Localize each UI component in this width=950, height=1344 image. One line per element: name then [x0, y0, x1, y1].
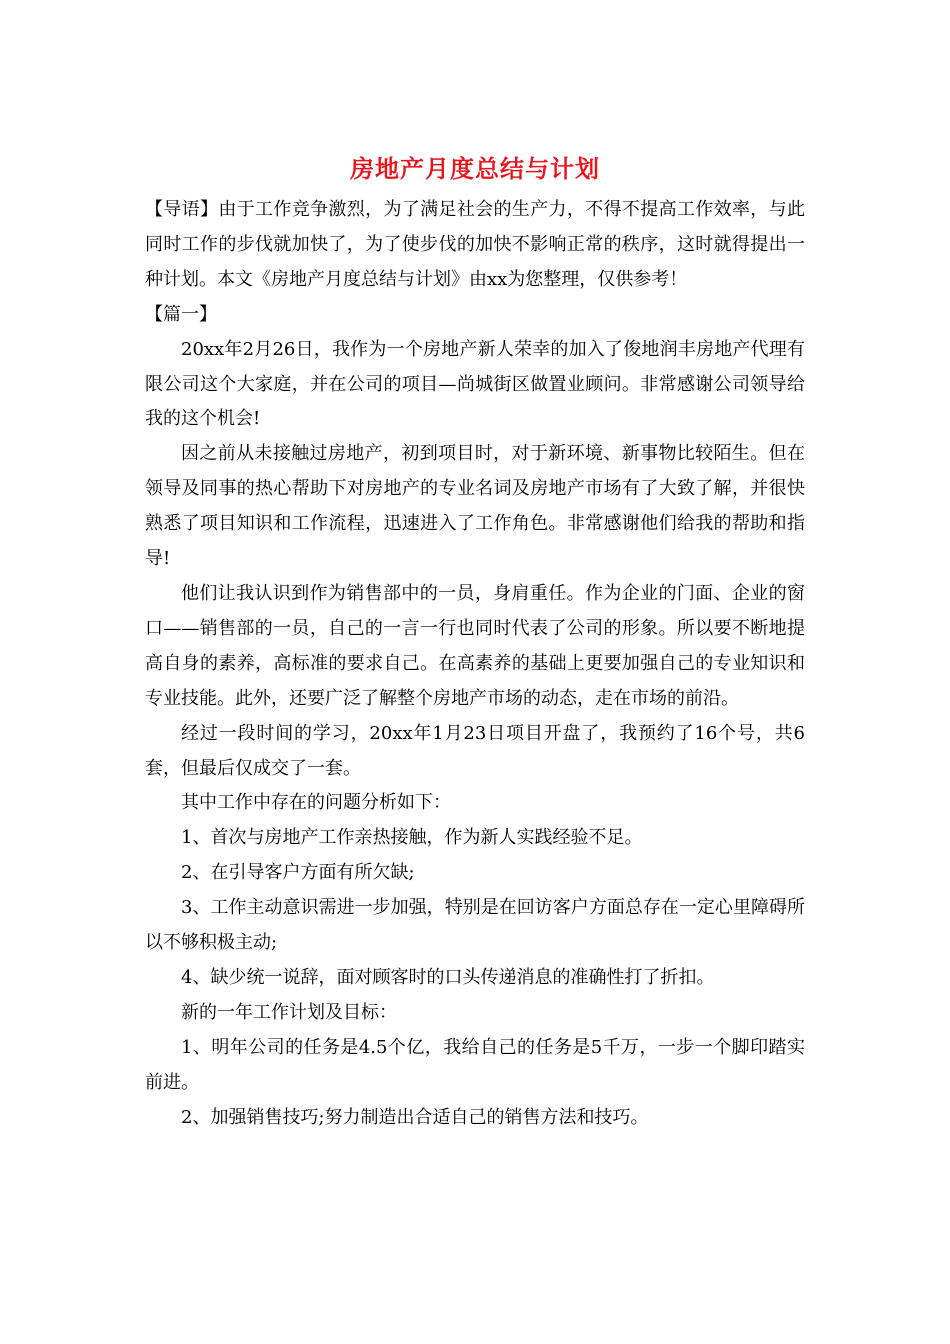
- paragraph: 因之前从未接触过房地产，初到项目时，对于新环境、新事物比较陌生。但在领导及同事的热心帮助下对房地产的专业名词及房地产市场有了大致了解，并很快熟悉了项目知识和工作流程，迅速进入了工作角色。非常感谢他们给我的帮助和指导!: [145, 443, 805, 570]
- paragraph: 3、工作主动意识需进一步加强，特别是在回访客户方面总存在一定心里障碍所以不够积极主动;: [145, 897, 805, 954]
- paragraph: 其中工作中存在的问题分析如下：: [181, 792, 451, 814]
- paragraph: 1、明年公司的任务是4.5个亿，我给自己的任务是5千万，一步一个脚印踏实前进。: [145, 1036, 805, 1093]
- paragraph: 经过一段时间的学习，20xx年1月23日项目开盘了，我预约了16个号，共6套，但最后仅成交了一套。: [145, 722, 805, 779]
- paragraph: 2、在引导客户方面有所欠缺;: [181, 862, 415, 884]
- paragraph: 【导语】由于工作竞争激烈，为了满足社会的生产力，不得不提高工作效率，与此同时工作的步伐就加快了，为了使步伐的加快不影响正常的秩序，这时就得提出一种计划。本文《房地产月度总结与计划》由xx为您整理，仅供参考！: [145, 199, 805, 290]
- paragraph: 新的一年工作计划及目标：: [181, 1001, 397, 1023]
- document-body: [145, 193, 805, 1135]
- paragraph: 4、缺少统一说辞，面对顾客时的口头传递消息的准确性打了折扣。: [181, 966, 715, 988]
- paragraph: 1、首次与房地产工作亲热接触，作为新人实践经验不足。: [181, 827, 643, 849]
- paragraph: 【篇一】: [145, 303, 217, 325]
- paragraph: 他们让我认识到作为销售部中的一员，身肩重任。作为企业的门面、企业的窗口——销售部的一员，自己的一言一行也同时代表了公司的形象。所以要不断地提高自身的素养，高标准的要求自己。在高素养的基础上更要加强自己的专业知识和专业技能。此外，还要广泛了解整个房地产市场的动态，走在市场的前沿。: [145, 582, 805, 709]
- paragraph: 20xx年2月26日，我作为一个房地产新人荣幸的加入了俊地润丰房地产代理有限公司这个大家庭，并在公司的项目—尚城街区做置业顾问。非常感谢公司领导给我的这个机会!: [145, 338, 805, 430]
- document-title: 房地产月度总结与计划: [350, 154, 600, 183]
- paragraph: 2、加强销售技巧;努力制造出合适自己的销售方法和技巧。: [181, 1106, 649, 1128]
